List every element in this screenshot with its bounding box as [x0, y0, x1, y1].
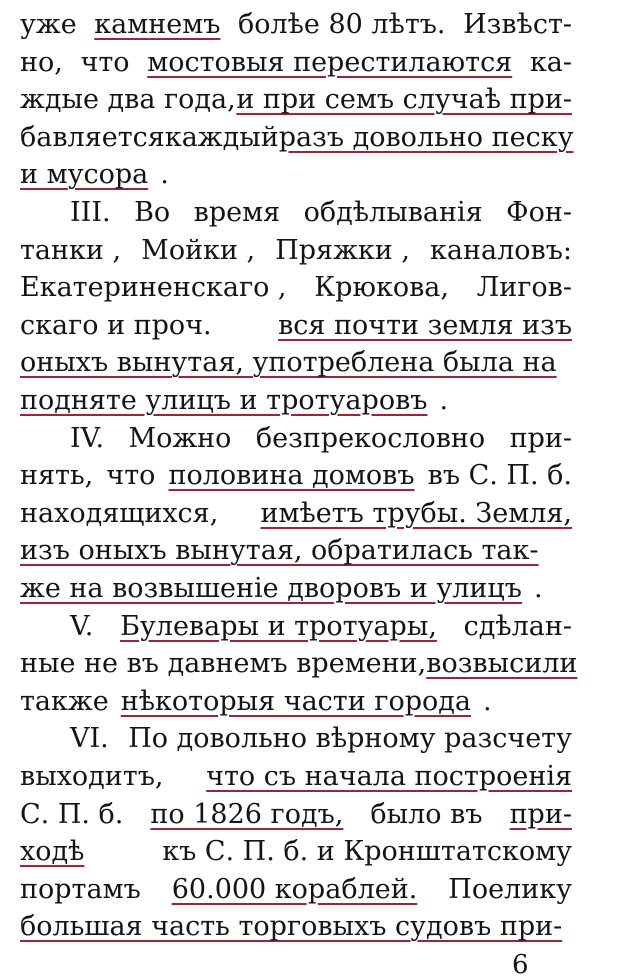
text-segment: безпрекословно [255, 422, 486, 454]
text-segment: при- [509, 422, 572, 454]
text-segment: Извѣст- [463, 9, 572, 40]
underlined-phrase: что съ начала построенiя [206, 761, 572, 792]
text-segment: V. [70, 610, 94, 642]
text-segment: С. П. б. [20, 798, 124, 830]
text-segment: болѣе 80 лѣтъ. [237, 9, 446, 40]
text-line [20, 798, 572, 834]
text-line [20, 46, 572, 82]
underlined-phrase: имѣетъ трубы. Земля, [260, 497, 572, 529]
text-line [20, 760, 572, 796]
text-segment: . [439, 385, 449, 416]
text-segment: Поелику [448, 873, 572, 905]
text-line [20, 158, 572, 194]
text-segment: III. [70, 197, 111, 228]
text-line [20, 346, 572, 382]
text-segment: . [482, 685, 492, 717]
text-segment: . [533, 573, 543, 604]
text-line [20, 722, 572, 758]
page-number: 6 [512, 950, 529, 980]
text-segment: По довольно вѣрному разсчету [128, 723, 572, 755]
text-segment: IV. [70, 422, 105, 454]
underlined-phrase: 60.000 кораблей. [171, 873, 418, 905]
text-segment: Лигов- [476, 272, 572, 304]
text-line [20, 459, 572, 495]
text-segment: Пряжки , [275, 234, 410, 266]
underlined-phrase: же на возвышенiе дворовъ и улицъ [20, 573, 522, 604]
text-segment: танки , [20, 234, 122, 266]
text-segment: также [20, 685, 109, 717]
text-line [20, 685, 572, 721]
text-segment: каждый [164, 121, 279, 153]
text-segment: Фон- [506, 197, 572, 228]
text-segment: бавляется [20, 121, 165, 153]
text-segment: время [193, 197, 281, 228]
text-segment: но, [20, 46, 63, 78]
text-line [20, 647, 578, 683]
text-segment: ждые два года, [20, 84, 236, 116]
text-line [20, 196, 572, 232]
text-line [20, 8, 572, 44]
underlined-phrase: камнемъ [94, 9, 221, 40]
text-segment: Екатериненскаго , [20, 272, 287, 304]
underlined-phrase: подняте улицъ и тротуаровъ [20, 385, 428, 416]
text-segment: ные не въ давнемъ времени, [20, 648, 427, 680]
text-segment: VI. [70, 723, 109, 755]
text-segment: сдѣлан- [463, 610, 572, 642]
text-segment: нять, [20, 460, 94, 492]
text-line [20, 534, 572, 570]
text-line [20, 83, 572, 119]
text-segment: было въ [370, 798, 483, 830]
text-segment: что [80, 46, 130, 78]
underlined-phrase: возвысили [426, 648, 578, 680]
text-segment: уже [20, 9, 77, 40]
underlined-phrase: оныхъ вынутая, употреблена была на [20, 347, 557, 379]
text-segment: Можно [128, 422, 232, 454]
text-line [20, 572, 572, 608]
underlined-phrase: половина домовъ [168, 460, 415, 492]
text-segment: ка- [529, 46, 572, 78]
text-segment: скаго и проч. [20, 309, 212, 341]
text-segment: каналовъ: [430, 234, 572, 266]
underlined-phrase: Булевары и тротуары, [120, 610, 437, 642]
text-segment: что [106, 460, 156, 492]
text-segment: Мойки , [141, 234, 256, 266]
text-segment: находящихся, [20, 497, 219, 529]
underlined-phrase: ходѣ [20, 836, 85, 868]
text-line [20, 873, 572, 909]
underlined-phrase: изъ оныхъ вынутая, обратилась так- [20, 535, 539, 567]
underlined-phrase: мостовыя перестилаются [147, 46, 513, 78]
underlined-phrase: при- [509, 798, 572, 830]
underlined-phrase: вся почти земля изъ [278, 309, 572, 341]
underlined-phrase: разъ довольно песку [278, 121, 574, 153]
text-segment: Во [134, 197, 171, 228]
text-line [20, 610, 572, 646]
text-segment: къ С. П. б. и Кронштатскому [162, 836, 572, 868]
text-line [20, 835, 572, 871]
text-line [20, 121, 572, 157]
text-line [20, 271, 572, 307]
underlined-phrase: и мусора [20, 159, 149, 191]
text-line [20, 309, 572, 345]
text-segment: . [160, 159, 169, 191]
text-segment: выходитъ, [20, 761, 164, 792]
text-line [20, 497, 572, 533]
text-line [20, 910, 572, 946]
text-line [20, 384, 572, 420]
underlined-phrase: и при семъ случаѣ при- [236, 84, 572, 116]
text-line [20, 422, 572, 458]
underlined-phrase: нѣкоторыя части города [120, 685, 471, 717]
text-segment: портамъ [20, 873, 141, 905]
underlined-phrase: большая часть торговыхъ судовъ при- [20, 911, 563, 943]
text-segment: обдѣлыванія [303, 197, 483, 228]
text-line [20, 234, 572, 270]
text-segment: въ С. П. б. [427, 460, 572, 492]
underlined-phrase: по 1826 годъ, [150, 798, 344, 830]
text-segment: Крюкова, [314, 272, 449, 304]
